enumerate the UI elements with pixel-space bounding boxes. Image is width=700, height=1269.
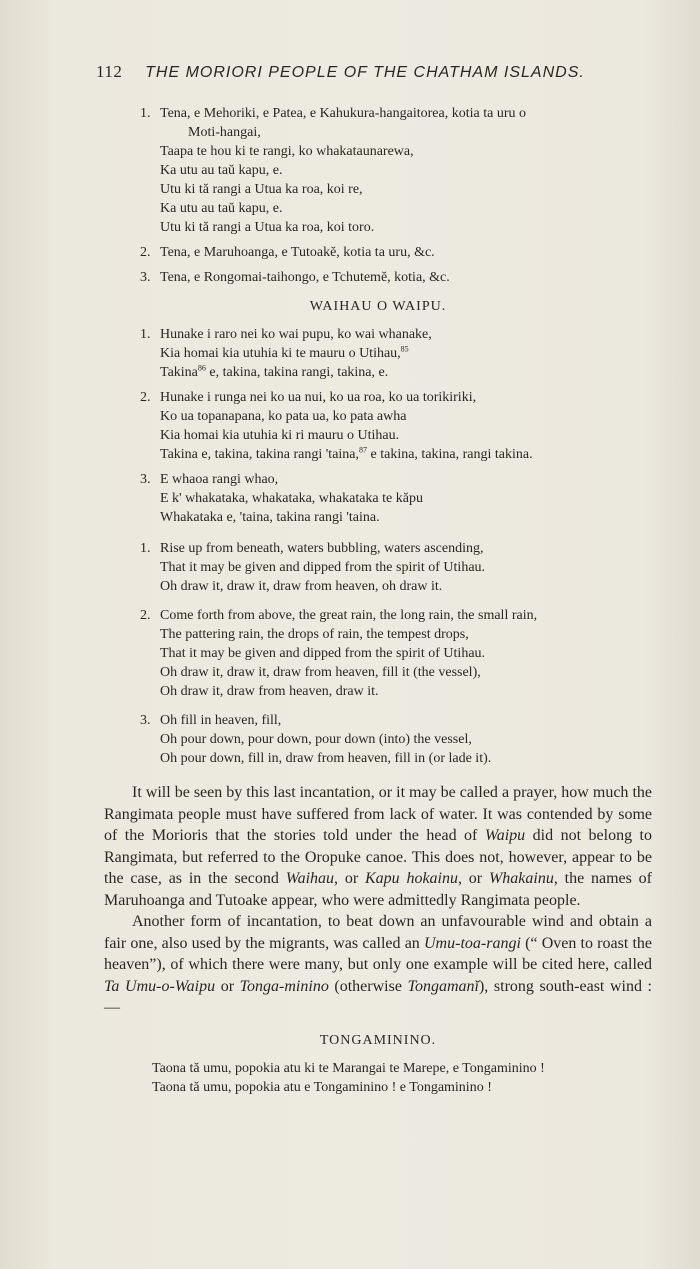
footnote-ref: 85: [400, 344, 409, 354]
verse-line: Oh pour down, fill in, draw from heaven, fill in (or lade it).: [160, 751, 492, 766]
verse: [104, 243, 652, 262]
section-heading-tongaminino: TONGAMININO.: [319, 1032, 437, 1048]
waihau-moriori: [104, 325, 652, 527]
verse-line: Oh draw it, draw from heaven, draw it.: [160, 684, 379, 699]
running-title: THE MORIORI PEOPLE OF THE CHATHAM ISLANDS.: [145, 64, 585, 81]
verse-line: Ka utu au taŭ kapu, e.: [160, 201, 283, 216]
commentary: [104, 782, 652, 1019]
verse-line: Rise up from beneath, waters bubbling, waters ascending,: [160, 541, 484, 556]
verse-line: Taapa te hou ki te rangi, ko whakataunarewa,: [160, 144, 414, 159]
running-header: [96, 62, 616, 82]
verse-line: That it may be given and dipped from the spirit of Utihau.: [160, 560, 486, 575]
verse: [104, 470, 652, 527]
waihau-english: [104, 539, 652, 768]
verse-number: 2.: [140, 245, 151, 260]
first-incantation: [104, 104, 652, 287]
paragraph: Another form of incantation, to beat down an unfavourable wind and obtain a fair one, also used by the migrants, was called an Umu-toa-rangi (“ Oven to roast the heaven”), of which there were many, but only one example will be cited here, called Ta Umu-o-Waipu or Tonga-minino (otherwise Tongamanĭ), strong south-east wind :—: [104, 913, 653, 1016]
verse-line: Kia homai kia utuhia ki ri mauru o Utihau.: [160, 428, 400, 443]
verse-number: 3.: [140, 270, 151, 285]
verse-line: Come forth from above, the great rain, the long rain, the small rain,: [160, 608, 538, 623]
verse-line: Takina e, takina, takina rangi 'taina,$^{87}$ e takina, takina, rangi takina.: [160, 445, 533, 462]
verse-line: Taona tă umu, popokia atu e Tongaminino ! e Tongaminino !: [152, 1079, 492, 1095]
verse-line: Takina$^{86}$ e, takina, takina rangi, takina, e.: [160, 363, 389, 380]
verse-number: 1.: [140, 327, 151, 342]
verse-number: 1.: [140, 106, 151, 121]
verse-line: Ko ua topanapana, ko pata ua, ko pata awha: [160, 409, 407, 424]
verse-line: Whakataka e, 'taina, takina rangi 'taina.: [160, 510, 380, 525]
verse-number: 2.: [140, 390, 151, 405]
verse-line: Utu ki tă rangi a Utua ka roa, koi toro.: [160, 220, 375, 235]
verse-line: Tena, e Mehoriki, e Patea, e Kahukura-hangaitorea, kotia ta uru o: [160, 106, 526, 121]
verse-line: Taona tă umu, popokia atu ki te Marangai te Marepe, e Tongaminino !: [152, 1060, 545, 1076]
paragraph: It will be seen by this last incantation, or it may be called a prayer, how much the Rangimata people must have suffered from lack of water. It was contended by some of the Morioris that the stories told under the head of Waipu did not belong to Rangimata, but referred to the Oropuke canoe. This does not, however, appear to be the case, as in the second Waihau, or Kapu hokainu, or Whakainu, the names of Maruhoanga and Tutoake appear, who were admittedly Rangimata people.: [104, 784, 653, 909]
verse: [104, 711, 652, 768]
footnote-ref: 86: [197, 363, 206, 373]
page-content: [104, 104, 652, 1097]
verse-line: Ka utu au taŭ kapu, e.: [160, 163, 283, 178]
verse-line: Oh fill in heaven, fill,: [160, 713, 282, 728]
verse: [104, 388, 652, 464]
verse-line: That it may be given and dipped from the spirit of Utihau.: [160, 646, 486, 661]
verse-line: Kia homai kia utuhia ki te mauru o Utihau,$^{85}$: [160, 344, 409, 361]
verse: [104, 104, 652, 237]
verse: [104, 325, 652, 382]
verse-line: E k' whakataka, whakataka, whakataka te kăpu: [160, 491, 423, 506]
footnote-ref: 87: [359, 445, 368, 455]
verse: [104, 539, 652, 596]
verse: [104, 606, 652, 701]
verse-number: 2.: [140, 608, 151, 623]
verse-line: Hunake i raro nei ko wai pupu, ko wai whanake,: [160, 327, 432, 342]
verse-line: Moti-hangai,: [188, 125, 261, 140]
verse-line: Oh draw it, draw it, draw from heaven, oh draw it.: [160, 579, 443, 594]
page-number: 112: [96, 62, 123, 81]
verse-line: Oh pour down, pour down, pour down (into) the vessel,: [160, 732, 472, 747]
verse-line: Hunake i runga nei ko ua nui, ko ua roa, ko ua torikiriki,: [160, 390, 477, 405]
verse-line: The pattering rain, the drops of rain, the tempest drops,: [160, 627, 469, 642]
verse-number: 3.: [140, 472, 151, 487]
verse-number: 1.: [140, 541, 151, 556]
verse-line: Utu ki tă rangi a Utua ka roa, koi re,: [160, 182, 363, 197]
verse: [104, 268, 652, 287]
tongaminino-incantation: [104, 1059, 652, 1097]
section-heading-waihau: WAIHAU O WAIPU.: [309, 299, 447, 314]
verse-line: Tena, e Rongomai-taihongo, e Tchutemĕ, kotia, &c.: [160, 270, 450, 285]
verse-line: Oh draw it, draw it, draw from heaven, fill it (the vessel),: [160, 665, 481, 680]
verse-line: E whaoa rangi whao,: [160, 472, 279, 487]
verse-number: 3.: [140, 713, 151, 728]
verse-line: Tena, e Maruhoanga, e Tutoakĕ, kotia ta uru, &c.: [160, 245, 435, 260]
